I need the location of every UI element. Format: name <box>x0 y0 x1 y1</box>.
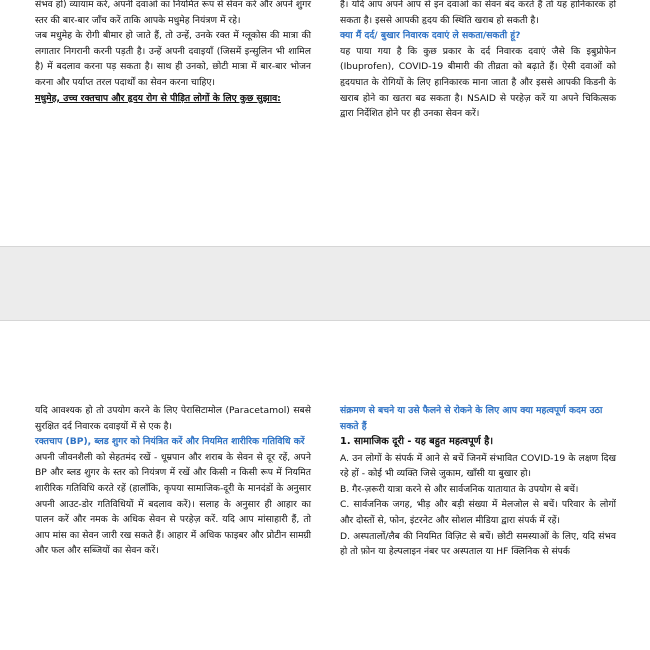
paragraph-paracetamol: यदि आवश्यक हो तो उपयोग करने के लिए पेरासिटामोल (Paracetamol) सबसे सुरक्षित दर्द निवारक दवाइयों में से एक है। <box>35 405 311 432</box>
list-item-c: C. सार्वजनिक जगह, भीड़ और बड़ी संख्या में मेलजोल से बचें। परिवार के लोगों और दोस्तों से, फोन, इंटरनेट और सोशल मीडिया द्वारा संपर्क में रहें। <box>340 499 616 527</box>
paragraph-diabetes-sick-care: जब मधुमेह के रोगी बीमार हो जाते हैं, तो उन्हें, उनके रक्त में ग्लूकोस की मात्रा की लगातार निगरानी करनी पड़ती है। उन्हें अपनी दवाइयाँ (जिसमें इन्सुलिन भी शामिल है) में बदलाव करना पड़ सकता है। साथ ही उनको, छोटी मात्रा में बार-बार भोजन करना और पर्याप्त तरल पदार्थों का सेवन करना चाहिए। <box>35 30 311 88</box>
list-item-d: D. अस्पतालों/लैब की नियमित विज़िट से बचें। छोटी समस्याओं के लिए, यदि संभव हो तो फ़ोन या हेल्पलाइन नंबर पर अस्पताल या HF क्लिनिक से संपर्क <box>340 530 616 558</box>
heading-bp-sugar-activity: रक्तचाप (BP), ब्लड शुगर को नियंत्रित करें और नियमित शारीरिक गतिविधि करें <box>35 436 305 448</box>
document-page-bottom <box>0 321 650 650</box>
list-item-b: B. गैर-ज़रूरी यात्रा करने से और सार्वजनिक यातायात के उपयोग से बचें। <box>340 483 579 495</box>
page-top-right-column <box>340 0 616 122</box>
page-bottom-right-column <box>340 403 616 560</box>
paragraph-diabetes-exercise: संभव हो) व्यायाम करें, अपनी दवाओं का नियमित रूप से सेवन करें और अपने शुगर स्तर की बार-बार जाँच करें ताकि आपके मधुमेह नियंत्रण में रहे। <box>35 0 311 26</box>
heading-tips-for-patients: मधुमेह, उच्च रक्तचाप और हृदय रोग से पीड़ित लोगों के लिए कुछ सुझाव: <box>35 92 281 104</box>
page-top-left-column <box>35 0 311 106</box>
page-separator <box>0 246 650 321</box>
list-item-a: A. उन लोगों के संपर्क में आने से बचें जिनमें संभावित COVID-19 के लक्षण दिख रहे हों - कोई भी व्यक्ति जिसे जुकाम, खाँसी या बुखार हो। <box>340 452 616 480</box>
paragraph-healthy-lifestyle: अपनी जीवनशैली को सेहतमंद रखें - धूम्रपान और शराब के सेवन से दूर रहें, अपने BP और ब्लड शुगर के स्तर को नियंत्रण में रखें और किसी न किसी रूप में नियमित शारीरिक गतिविधि करते रहें (हालाँकि, कृपया सामाजिक-दूरी के मानदंडों के अनुसार अपनी आउट-डोर गतिविधियों में बदलाव करें)। सलाह के अनुसार ही आहार का पालन करें और नमक के अधिक सेवन से परहेज़ करें. यदि आप मांसाहारी हैं, तो आप मांस का सेवन जारी रख सकते हैं। आहार में अधिक फाइबर और प्रोटीन सामग्री और फल और सब्जियों का सेवन करें। <box>35 451 311 557</box>
heading-pain-fever-medicine: क्या मैं दर्द/ बुखार निवारक दवाएं ले सकता/सकती हूं? <box>340 30 521 42</box>
page-bottom-left-column <box>35 403 311 559</box>
paragraph-stop-medicine-warning: है। यदि आप अपने आप से इन दवाओं का सेवन बंद करते हैं तो यह हानिकारक हो सकता है। इससे आपकी हृदय की स्थिति खराब हो सकती है। <box>340 0 616 26</box>
heading-infection-prevention: संक्रमण से बचने या उसे फैलने से रोकने के लिए आप क्या महत्वपूर्ण कदम उठा सकते हैं <box>340 405 603 432</box>
paragraph-ibuprofen-nsaid: यह पाया गया है कि कुछ प्रकार के दर्द निवारक दवाएं जैसे कि इबुप्रोफेन (Ibuprofen), COVID-19 बीमारी की तीव्रता को बढ़ाते हैं। ऐसी दवाओं को हृदयघात के रोगियों के लिए हानिकारक माना जाता है और इससे आपकी किडनी के खराब होने का खतरा बढ सकता है। NSAID से परहेज़ करें या अपने चिकित्सक द्वारा निर्देशित होने पर ही उनका सेवन करें। <box>340 45 616 120</box>
document-page-top <box>0 0 650 246</box>
subheading-social-distancing: 1. सामाजिक दूरी - यह बहुत महत्वपूर्ण है। <box>340 436 494 448</box>
